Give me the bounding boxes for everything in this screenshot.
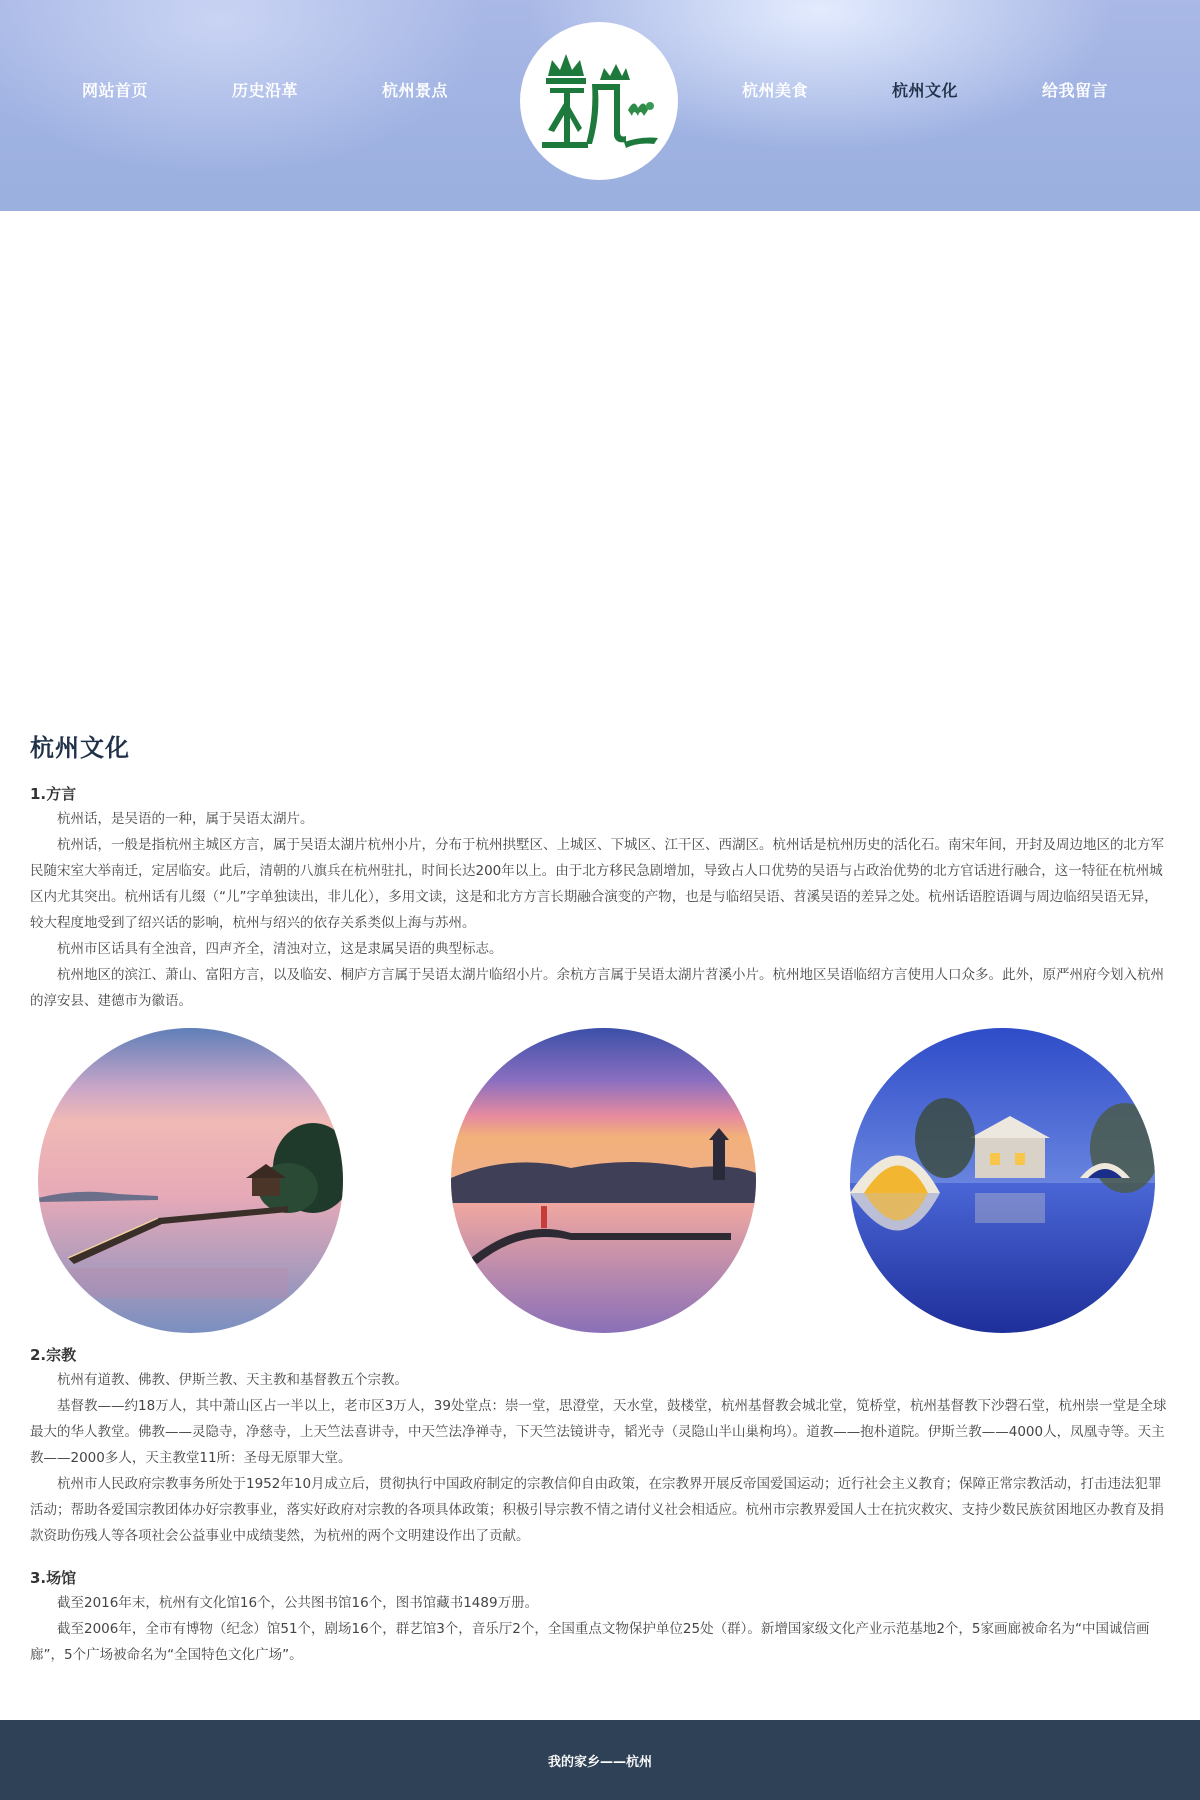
- site-logo[interactable]: [520, 22, 678, 180]
- paragraph: 截至2006年，全市有博物（纪念）馆51个，剧场16个，群艺馆3个，音乐厅2个，全国重点文物保护单位25处（群）。新增国家级文化产业示范基地2个，5家画廊被命名为“中国诚信画廊”，5个广场被命名为“全国特色文化广场”。: [30, 1621, 1150, 1663]
- hangzhou-logo-icon: [534, 46, 664, 156]
- paragraph: 杭州有道教、佛教、伊斯兰教、天主教和基督教五个宗教。: [57, 1372, 408, 1388]
- water-town-bridge-night-photo: [850, 1028, 1155, 1333]
- site-header: [0, 0, 1200, 211]
- nav-culture[interactable]: 杭州文化: [891, 81, 958, 100]
- page-title: 杭州文化: [30, 734, 130, 762]
- nav-attractions[interactable]: 杭州景点: [381, 81, 448, 100]
- nav-home[interactable]: 网站首页: [81, 81, 148, 100]
- paragraph: 杭州市区话具有全浊音，四声齐全，清浊对立，这是隶属吴语的典型标志。: [57, 941, 503, 957]
- paragraph: 杭州话，是吴语的一种，属于吴语太湖片。: [57, 811, 314, 827]
- section-religion: [30, 1344, 1170, 1549]
- paragraph: 杭州市人民政府宗教事务所处于1952年10月成立后，贯彻执行中国政府制定的宗教信仰自由政策，在宗教界开展反帝国爱国运动；近行社会主义教育；保障正常宗教活动，打击违法犯罪活动；帮助各爱国宗教团体办好宗教事业，落实好政府对宗教的各项具体政策；积极引导宗教不情之请付义社会相适应。杭州市宗教界爱国人士在抗灾救灾、支持少数民族贫困地区办教育及捐款资助伤残人等各项社会公益事业中成绩斐然，为杭州的两个文明建设作出了贡献。: [30, 1476, 1164, 1544]
- nav-history[interactable]: 历史沿革: [231, 81, 298, 100]
- main-content: [30, 728, 1170, 1668]
- section-title-religion: 2.宗教: [30, 1346, 77, 1364]
- paragraph: 杭州话，一般是指杭州主城区方言，属于吴语太湖片杭州小片，分布于杭州拱墅区、上城区、下城区、江干区、西湖区。杭州话是杭州历史的活化石。南宋年间，开封及周边地区的北方军民随宋室大举南迁，定居临安。此后，清朝的八旗兵在杭州驻扎，时间长达200年以上。由于北方移民急剧增加，导致占人口优势的吴语与占政治优势的北方官话进行融合，这一特征在杭州城区内尤其突出。杭州话有儿缀（“儿”字单独读出，非儿化），多用文读，这是和北方方言长期融合演变的产物，也是与临绍吴语、苕溪吴语的差异之处。杭州话语腔语调与周边临绍吴语无异，较大程度地受到了绍兴话的影响，杭州与绍兴的依存关系类似上海与苏州。: [30, 837, 1164, 931]
- leifeng-pagoda-bridge-photo: [451, 1028, 756, 1333]
- west-lake-pavilion-photo: [38, 1028, 343, 1333]
- footer-text: 我的家乡——杭州: [547, 1754, 652, 1770]
- photo-row: [30, 1024, 1170, 1334]
- paragraph: 截至2016年末，杭州有文化馆16个，公共图书馆16个，图书馆藏书1489万册。: [57, 1595, 539, 1611]
- site-footer: [0, 1720, 1200, 1800]
- section-title-venues: 3.场馆: [30, 1569, 77, 1587]
- nav-food[interactable]: 杭州美食: [741, 81, 808, 100]
- section-dialect: [30, 783, 1170, 1014]
- section-venues: [30, 1567, 1170, 1668]
- paragraph: 杭州地区的滨江、萧山、富阳方言，以及临安、桐庐方言属于吴语太湖片临绍小片。余杭方言属于吴语太湖片苕溪小片。杭州地区吴语临绍方言使用人口众多。此外，原严州府今划入杭州的淳安县、建德市为徽语。: [30, 967, 1164, 1009]
- nav-message[interactable]: 给我留言: [1041, 81, 1108, 100]
- section-title-dialect: 1.方言: [30, 785, 77, 803]
- section-spacer: [30, 1549, 1170, 1567]
- paragraph: 基督教——约18万人，其中萧山区占一半以上，老市区3万人，39处堂点：崇一堂，思澄堂，天水堂，鼓楼堂，杭州基督教会城北堂，笕桥堂，杭州基督教下沙磬石堂，杭州崇一堂是全球最大的华人教堂。佛教——灵隐寺，净慈寺，上天竺法喜讲寺，中天竺法净禅寺，下天竺法镜讲寺，韬光寺（灵隐山半山巢枸坞）。道教——抱朴道院。伊斯兰教——4000人，凤凰寺等。天主教——2000多人，天主教堂11所：圣母无原罪大堂。: [30, 1398, 1167, 1466]
- banner-area: [0, 211, 1200, 711]
